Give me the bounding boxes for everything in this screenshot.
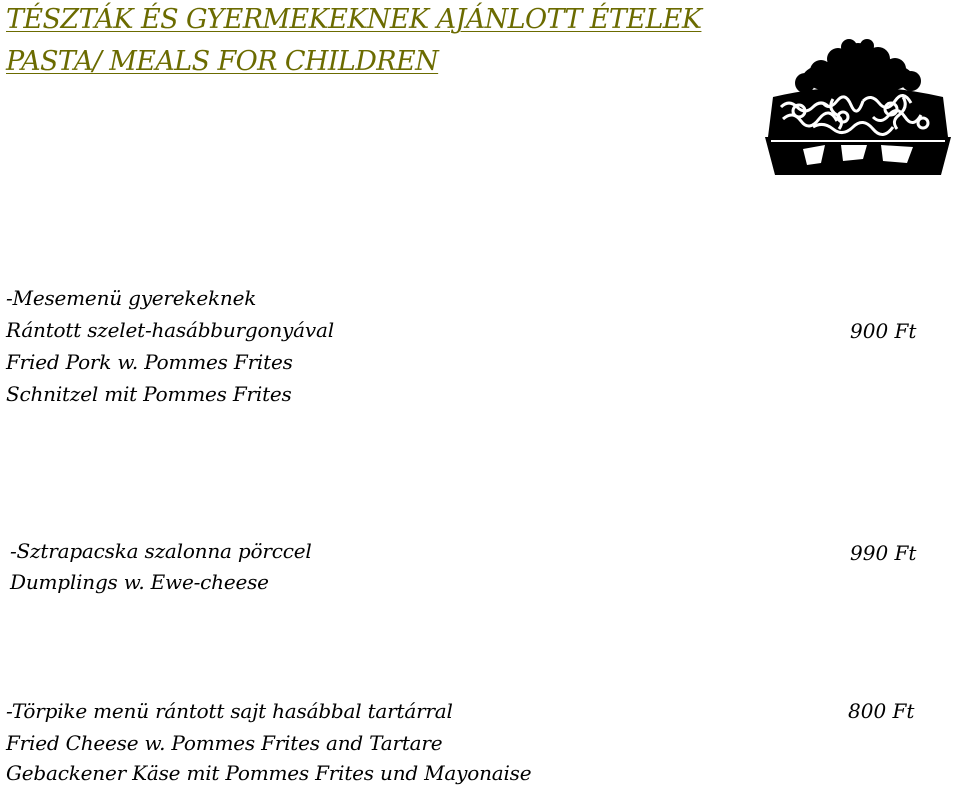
menu-item-price: 990 Ft bbox=[850, 541, 917, 565]
pasta-plate-icon bbox=[763, 37, 953, 177]
menu-item-line: -Sztrapacska szalonna pörccel bbox=[10, 539, 312, 563]
menu-item-price: 900 Ft bbox=[850, 319, 917, 343]
menu-item-line: -Mesemenü gyerekeknek bbox=[6, 286, 257, 310]
menu-item-line: -Törpike menü rántott sajt hasábbal tartárral bbox=[6, 699, 453, 723]
menu-item-line: Rántott szelet-hasábburgonyával bbox=[6, 318, 334, 342]
menu-item-line: Gebackener Käse mit Pommes Frites und Mayonaise bbox=[6, 761, 532, 785]
section-title-hungarian: TÉSZTÁK ÉS GYERMEKEKNEK AJÁNLOTT ÉTELEK bbox=[6, 4, 702, 35]
menu-item-price: 800 Ft bbox=[848, 699, 915, 723]
menu-item-line: Fried Cheese w. Pommes Frites and Tartare bbox=[6, 731, 443, 755]
menu-item-line: Dumplings w. Ewe-cheese bbox=[10, 570, 269, 594]
section-title-english: PASTA/ MEALS FOR CHILDREN bbox=[6, 46, 439, 77]
menu-item-line: Schnitzel mit Pommes Frites bbox=[6, 382, 292, 406]
menu-item-line: Fried Pork w. Pommes Frites bbox=[6, 350, 293, 374]
